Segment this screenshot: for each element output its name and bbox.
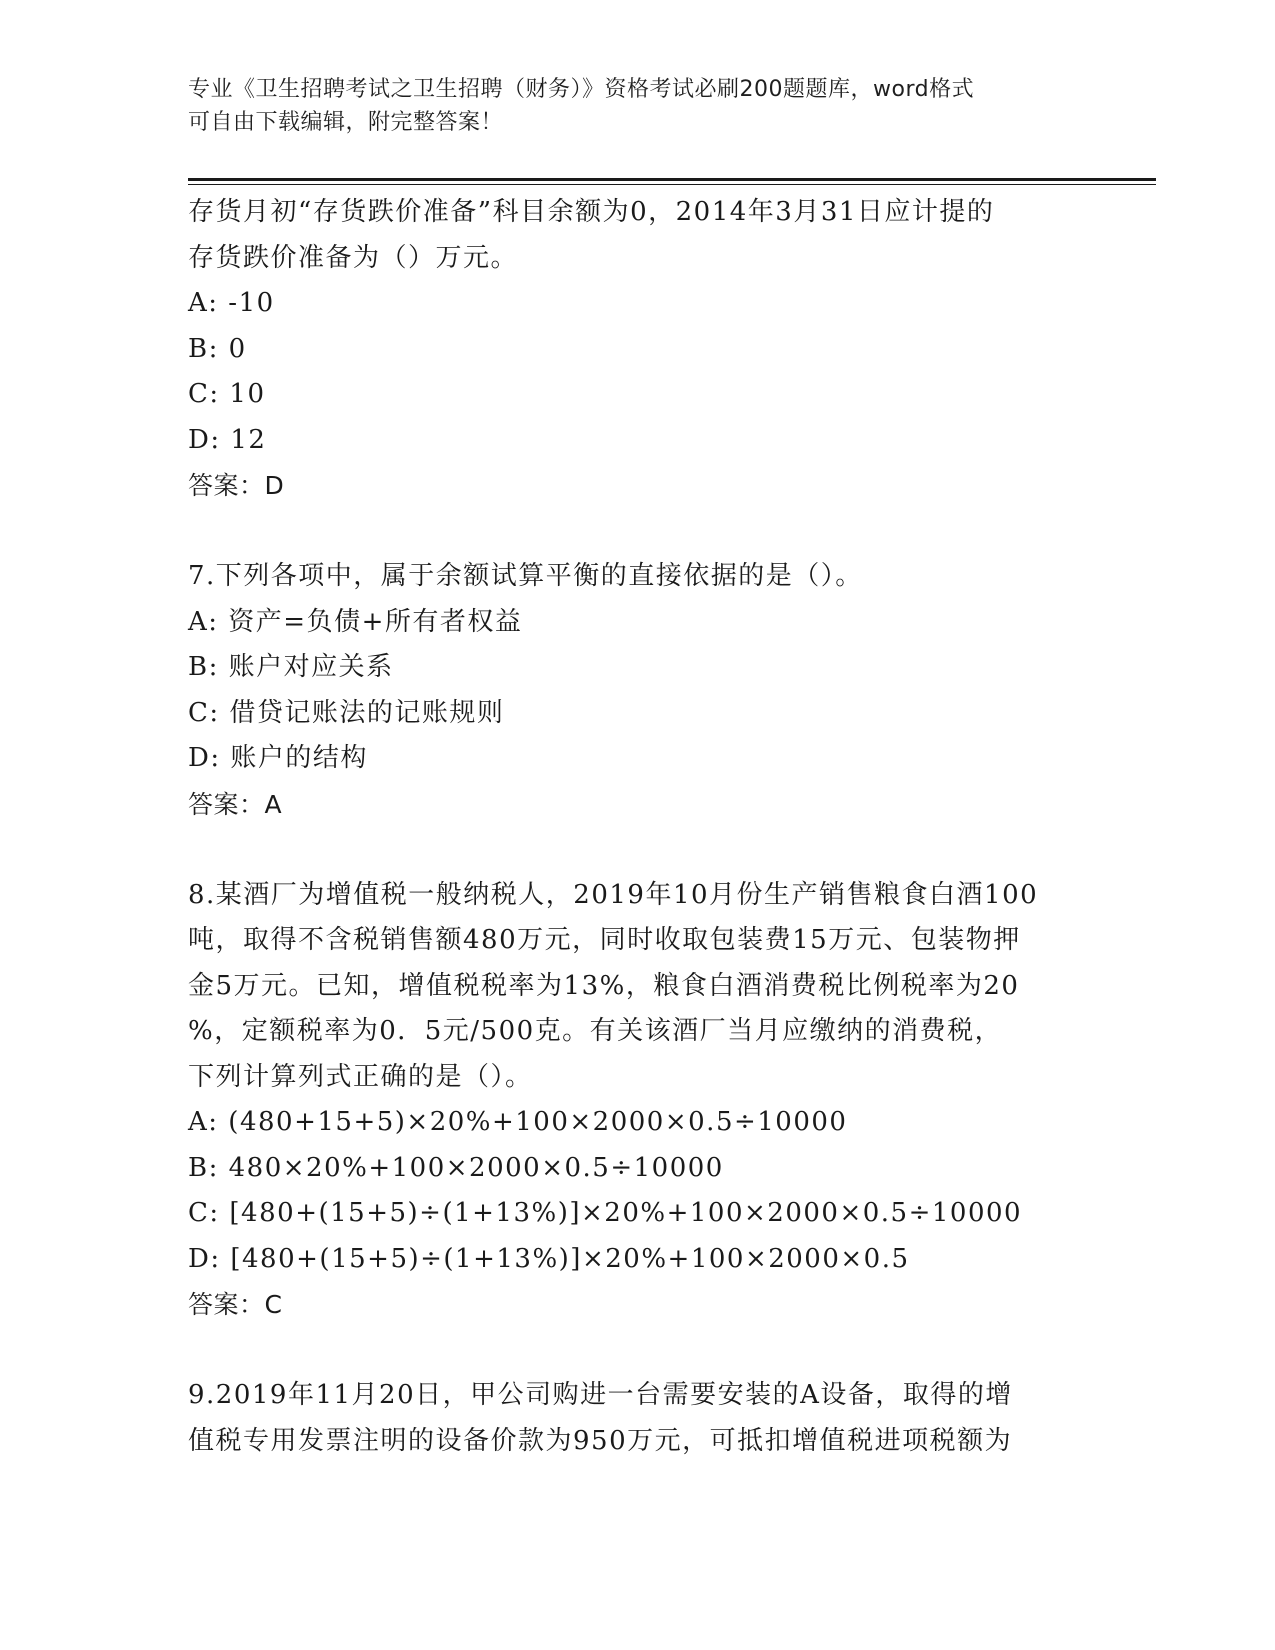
header-line-2: 可自由下载编辑，附完整答案！ [188, 110, 504, 135]
header-line-1: 专业《卫生招聘考试之卫生招聘（财务）》资格考试必刷200题题库，word格式 [188, 77, 975, 102]
option-a: A: 资产=负债+所有者权益 [188, 606, 523, 637]
option-b: B: 480×20%+100×2000×0.5÷10000 [188, 1152, 724, 1183]
question-stem: 存货月初“存货跌价准备”科目余额为0，2014年3月31日应计提的 [188, 197, 995, 227]
question-6 [188, 190, 1088, 509]
answer-line: 答案：C [188, 1290, 283, 1319]
question-stem: 下列计算列式正确的是（）。 [188, 1061, 533, 1092]
option-b: B: 0 [188, 333, 247, 364]
question-7 [188, 554, 1088, 827]
question-stem: 吨，取得不含税销售额480万元，同时收取包装费15万元、包装物押 [188, 925, 1021, 955]
header-divider-thick [188, 178, 1156, 181]
question-stem: 9.2019年11月20日，甲公司购进一台需要安装的A设备，取得的增 [188, 1380, 1013, 1410]
question-9 [188, 1373, 1088, 1464]
option-d: D: 12 [188, 424, 267, 455]
question-spacer [188, 509, 1088, 555]
question-8 [188, 873, 1088, 1328]
option-c: C: [480+(15+5)÷(1+13%)]×20%+100×2000×0.5÷10000 [188, 1198, 1023, 1228]
answer-line: 答案：A [188, 789, 283, 819]
document-body [188, 190, 1088, 1464]
question-stem: 值税专用发票注明的设备价款为950万元，可抵扣增值税进项税额为 [188, 1425, 1013, 1456]
question-stem: %，定额税率为0．5元/500克。有关该酒厂当月应缴纳的消费税， [188, 1016, 1003, 1046]
question-stem: 7.下列各项中，属于余额试算平衡的直接依据的是（）。 [188, 561, 863, 591]
option-d: D: 账户的结构 [188, 743, 368, 773]
option-b: B: 账户对应关系 [188, 652, 394, 682]
question-stem: 8.某酒厂为增值税一般纳税人，2019年10月份生产销售粮食白酒100 [188, 879, 1039, 910]
option-a: A: -10 [188, 288, 275, 318]
option-c: C: 10 [188, 379, 266, 409]
question-stem: 金5万元。已知，增值税税率为13%，粮食白酒消费税比例税率为20 [188, 970, 1020, 1001]
option-d: D: [480+(15+5)÷(1+13%)]×20%+100×2000×0.5 [188, 1243, 910, 1274]
option-a: A: (480+15+5)×20%+100×2000×0.5÷10000 [188, 1107, 848, 1137]
document-header [188, 73, 1068, 139]
question-spacer [188, 1328, 1088, 1374]
option-c: C: 借贷记账法的记账规则 [188, 697, 505, 728]
answer-line: 答案：D [188, 471, 285, 500]
question-spacer [188, 827, 1088, 873]
question-stem: 存货跌价准备为（）万元。 [188, 242, 519, 273]
header-divider-thin [188, 184, 1156, 185]
